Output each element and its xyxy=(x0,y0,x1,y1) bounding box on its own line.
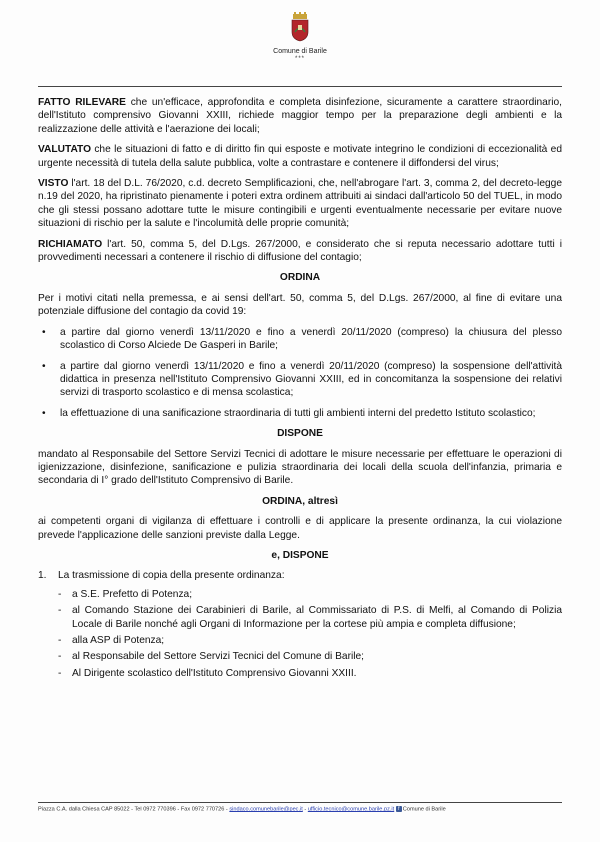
list-item-text: la effettuazione di una sanificazione straordinaria di tutti gli ambienti interni del predetto Istituto scolastico; xyxy=(60,407,536,419)
facebook-icon[interactable]: f xyxy=(396,806,402,812)
footer-divider xyxy=(38,802,562,803)
dash-icon: - xyxy=(58,667,62,679)
paragraph-fatto-rilevare xyxy=(38,96,562,136)
list-item xyxy=(38,326,562,353)
paragraph-richiamato xyxy=(38,238,562,265)
ordinance-body xyxy=(38,96,562,683)
heading-ordina-altresi: ORDINA, altresì xyxy=(262,495,338,507)
paragraph-text: che le situazioni di fatto e di diritto fin qui esposte e motivate integrino le condizioni di eccezionalità ed urgente necessità di tutela della salute pubblica, volte a contrastare e contenere il diffondersi del virus; xyxy=(38,144,562,169)
recipient-text: al Responsabile del Settore Servizi Tecnici del Comune di Barile; xyxy=(72,651,365,663)
numbered-item-text: La trasmissione di copia della presente ordinanza: xyxy=(58,570,285,582)
dash-icon: - xyxy=(58,635,62,646)
ordina-intro: Per i motivi citati nella premessa, e ai sensi dell'art. 50, comma 5, del D.Lgs. 267/2000, al fine di evitare una potenziale diffusione del contagio da covid 19: xyxy=(38,292,562,318)
bullet-icon: • xyxy=(42,360,46,372)
recipient-text: alla ASP di Potenza; xyxy=(72,635,165,646)
paragraph-visto xyxy=(38,177,562,231)
municipal-crest-icon xyxy=(290,12,310,42)
paragraph-text: l'art. 50, comma 5, del D.Lgs. 267/2000, e considerato che si reputa necessario adottare tutti i provvedimenti necessari a contenere il rischio di diffusione del contagio; xyxy=(38,238,562,264)
item-number: 1. xyxy=(38,570,47,582)
list-item xyxy=(58,604,562,631)
paragraph-lead: RICHIAMATO xyxy=(38,238,103,250)
paragraph-text: che un'efficace, approfondita e completa disinfezione, sicuramente a carattere straordinario, dell'Istituto comprensivo Giovanni XXIII, richiede maggior tempo per la preparazione degli ambienti e la realizzazione delle attività e l'aerazione dei locali; xyxy=(38,97,562,135)
dispone-text: mandato al Responsabile del Settore Servizi Tecnici di adottare le misure necessarie per effettuare le operazioni di igienizzazione, disinfezione, sanificazione e pulizia straordinaria dei locali della scuola dell'infanzia, primaria e secondaria di I° grado dell'Istituto Comprensivo di Barile. xyxy=(38,448,562,487)
list-item xyxy=(58,588,562,601)
technical-office-email-link[interactable]: ufficio.tecnico@comune.barile.pz.it xyxy=(307,806,395,813)
bullet-icon: • xyxy=(42,326,46,338)
letterhead xyxy=(0,12,600,62)
footer-separator: - xyxy=(302,806,308,813)
list-item xyxy=(58,667,562,680)
heading-ordina: ORDINA xyxy=(279,272,321,284)
dash-icon: - xyxy=(58,605,62,617)
ordina-altresi-text: ai competenti organi di vigilanza di effettuare i controlli e di applicare la presente ordinanza, la cui violazione prevede l'applicazione delle sanzioni previste dalla Legge. xyxy=(38,516,562,541)
heading-dispone: DISPONE xyxy=(277,428,323,440)
heading-e-dispone: e, DISPONE xyxy=(271,549,329,561)
list-item-text: a partire dal giorno venerdì 13/11/2020 e fino a venerdì 20/11/2020 (compreso) la chiusura del plesso scolastico di Corso Alciede De Gasperi in Barile; xyxy=(60,326,562,352)
header-divider xyxy=(38,86,562,87)
recipient-text: a S.E. Prefetto di Potenza; xyxy=(72,588,193,600)
paragraph-valutato xyxy=(38,143,562,170)
list-item-text: a partire dal giorno venerdì 13/11/2020 e fino a venerdì 20/11/2020 (compreso) la sospensione dell'attività didattica in presenza nell'Istituto Comprensivo Giovanni XXIII, ed in concomitanza la sospensione dei relativi servizi di trasporto scolastico e di mensa scolastica; xyxy=(60,360,562,399)
header-stars: *** xyxy=(294,56,305,62)
ordina-list xyxy=(38,326,562,420)
list-item xyxy=(58,634,562,647)
municipality-name: Comune di Barile xyxy=(273,48,327,55)
list-item xyxy=(38,360,562,400)
numbered-item xyxy=(38,569,562,582)
dash-icon: - xyxy=(58,651,62,663)
footer-address: Piazza C.A. dalla Chiesa CAP 85022 - Tel 0972 770396 - Fax 0972 770726 - xyxy=(38,806,230,813)
recipient-text: al Comando Stazione dei Carabinieri di Barile, al Commissariato di P.S. di Melfi, al Comando di Polizia Locale di Barile nonché agli Organi di Informazione per la cortese più ampia e completa diffusione; xyxy=(72,605,562,630)
paragraph-lead: VISTO xyxy=(38,178,69,190)
pec-email-link[interactable]: sindaco.comunebarile@pec.it xyxy=(229,806,303,813)
dash-icon: - xyxy=(58,588,62,600)
paragraph-lead: VALUTATO xyxy=(38,144,92,156)
footer xyxy=(38,806,562,812)
bullet-icon: • xyxy=(42,407,46,419)
paragraph-text: l'art. 18 del D.L. 76/2020, c.d. decreto Semplificazioni, che, nell'abrogare l'art. 3, comma 2, del decreto-legge n.19 del 2020, ha ripristinato pienamente i poteri extra ordinem attribuiti ai sindaci dall'articolo 50 del TUEL, in modo che gli stessi possano adottare tutte le misure contingibili e urgenti eventualmente necessarie per evitare nuove situazioni di rischio per la salute e l'incolumità delle proprie comunità; xyxy=(38,178,562,230)
recipients-list xyxy=(38,588,562,680)
recipient-text: Al Dirigente scolastico dell'Istituto Comprensivo Giovanni XXIII. xyxy=(72,667,357,679)
facebook-page-label[interactable]: Comune di Barile xyxy=(402,806,446,813)
paragraph-lead: FATTO RILEVARE xyxy=(38,97,126,108)
list-item xyxy=(58,650,562,663)
list-item xyxy=(38,407,562,420)
